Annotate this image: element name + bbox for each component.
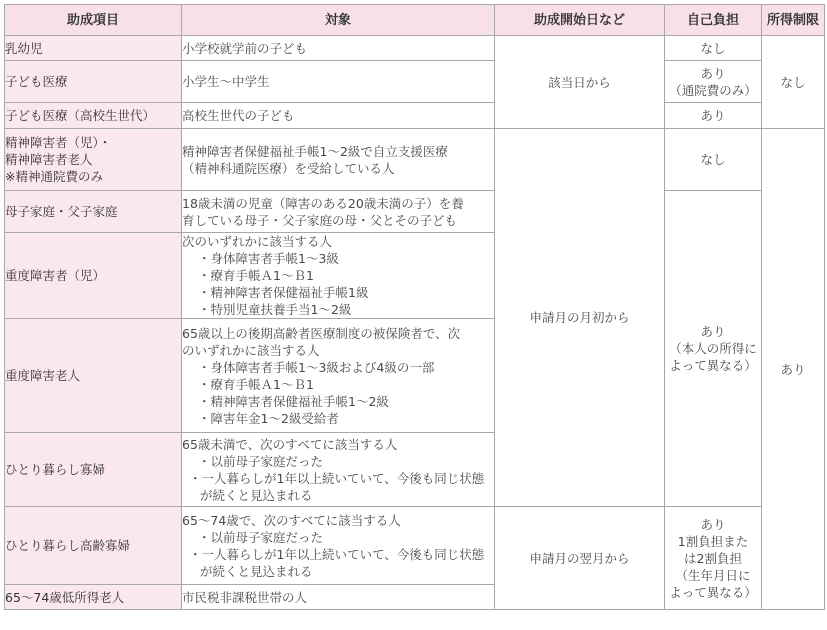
copay-line: （本人の所得に bbox=[669, 341, 757, 356]
target-cell bbox=[182, 319, 495, 433]
item-cell: 重度障害老人 bbox=[5, 319, 182, 433]
target-line: 18歳未満の児童（障害のある20歳未満の子）を養 bbox=[182, 195, 464, 211]
copay-line: よって異なる） bbox=[669, 584, 757, 600]
target-cell: 高校生世代の子ども bbox=[182, 103, 495, 129]
table-row bbox=[5, 191, 825, 233]
target-cell bbox=[182, 129, 495, 191]
copay-line: よって異なる） bbox=[669, 358, 757, 373]
item-cell bbox=[5, 129, 182, 191]
target-cell bbox=[182, 433, 495, 507]
target-item: ・療育手帳Ａ1～Ｂ1 bbox=[198, 268, 314, 283]
target-item: ・身体障害者手帳1～3級 bbox=[198, 251, 339, 266]
header-target: 対象 bbox=[182, 5, 495, 36]
target-line: （精神科通院医療）を受給している人 bbox=[182, 160, 395, 176]
item-cell: 乳幼児 bbox=[5, 36, 182, 61]
target-intro: 次のいずれかに該当する人 bbox=[182, 234, 333, 249]
copay-line: あり bbox=[700, 65, 726, 81]
income-cell: あり bbox=[762, 129, 825, 610]
item-cell: 重度障害者（児） bbox=[5, 233, 182, 319]
target-cell: 小学校就学前の子ども bbox=[182, 36, 495, 61]
item-line: 精神障害者老人 bbox=[5, 152, 93, 167]
table-row bbox=[5, 36, 825, 61]
target-cell: 市民税非課税世帯の人 bbox=[182, 585, 495, 610]
header-income: 所得制限 bbox=[762, 5, 825, 36]
target-cell bbox=[182, 191, 495, 233]
start-cell: 該当日から bbox=[495, 36, 665, 129]
item-note: ※精神通院費のみ bbox=[5, 169, 103, 184]
item-cell: 母子家庭・父子家庭 bbox=[5, 191, 182, 233]
table-row bbox=[5, 129, 825, 191]
header-start: 助成開始日など bbox=[495, 5, 665, 36]
target-cell bbox=[182, 507, 495, 585]
copay-line: あり bbox=[700, 516, 726, 532]
item-cell: 子ども医療 bbox=[5, 61, 182, 103]
header-row bbox=[5, 5, 825, 36]
target-intro: 65歳未満で、次のすべてに該当する人 bbox=[182, 436, 398, 452]
target-item: ・精神障害者保健福祉手帳1級 bbox=[198, 285, 369, 300]
target-item: ・身体障害者手帳1～3級および4級の一部 bbox=[198, 359, 435, 375]
start-cell: 申請月の月初から bbox=[495, 129, 665, 507]
copay-cell: なし bbox=[665, 129, 762, 191]
copay-cell bbox=[665, 61, 762, 103]
copay-line: あり bbox=[700, 324, 726, 339]
target-item: ・一人暮らしが1年以上続いていて、今後も同じ状態が続くと見込まれる bbox=[189, 470, 485, 503]
item-cell: ひとり暮らし高齢寡婦 bbox=[5, 507, 182, 585]
start-cell: 申請月の翌月から bbox=[495, 507, 665, 610]
header-copay: 自己負担 bbox=[665, 5, 762, 36]
copay-cell: なし bbox=[665, 36, 762, 61]
target-item: ・療育手帳Ａ1～Ｂ1 bbox=[198, 376, 314, 392]
medical-subsidy-table bbox=[4, 4, 825, 610]
item-cell: 65～74歳低所得老人 bbox=[5, 585, 182, 610]
target-line: 精神障害者保健福祉手帳1～2級で自立支援医療 bbox=[182, 143, 448, 159]
copay-cell bbox=[665, 507, 762, 610]
header-item: 助成項目 bbox=[5, 5, 182, 36]
target-item: ・以前母子家庭だった bbox=[198, 453, 324, 469]
copay-line: （通院費のみ） bbox=[669, 82, 757, 98]
table-row bbox=[5, 507, 825, 585]
target-item: ・以前母子家庭だった bbox=[198, 529, 324, 545]
target-line: 育している母子・父子家庭の母・父とその子ども bbox=[182, 212, 458, 228]
item-line: 精神障害者（児）・ bbox=[5, 135, 112, 150]
copay-line: は2割負担 bbox=[684, 550, 742, 566]
item-cell: ひとり暮らし寡婦 bbox=[5, 433, 182, 507]
copay-cell bbox=[665, 191, 762, 507]
copay-line: 1割負担また bbox=[677, 533, 749, 549]
income-cell: なし bbox=[762, 36, 825, 129]
table-row bbox=[5, 61, 825, 103]
item-cell: 子ども医療（高校生世代） bbox=[5, 103, 182, 129]
copay-cell: あり bbox=[665, 103, 762, 129]
target-intro: 65～74歳で、次のすべてに該当する人 bbox=[182, 512, 401, 528]
target-item: ・障害年金1～2級受給者 bbox=[198, 410, 339, 426]
copay-line: （生年月日に bbox=[675, 567, 751, 583]
table-row bbox=[5, 103, 825, 129]
target-item: ・特別児童扶養手当1～2級 bbox=[198, 302, 352, 317]
target-item: ・精神障害者保健福祉手帳1～2級 bbox=[198, 393, 389, 409]
target-intro: 65歳以上の後期高齢者医療制度の被保険者で、次 bbox=[182, 325, 461, 341]
target-cell bbox=[182, 233, 495, 319]
target-cell: 小学生～中学生 bbox=[182, 61, 495, 103]
target-item: ・一人暮らしが1年以上続いていて、今後も同じ状態が続くと見込まれる bbox=[189, 546, 485, 579]
target-intro: のいずれかに該当する人 bbox=[182, 342, 320, 358]
